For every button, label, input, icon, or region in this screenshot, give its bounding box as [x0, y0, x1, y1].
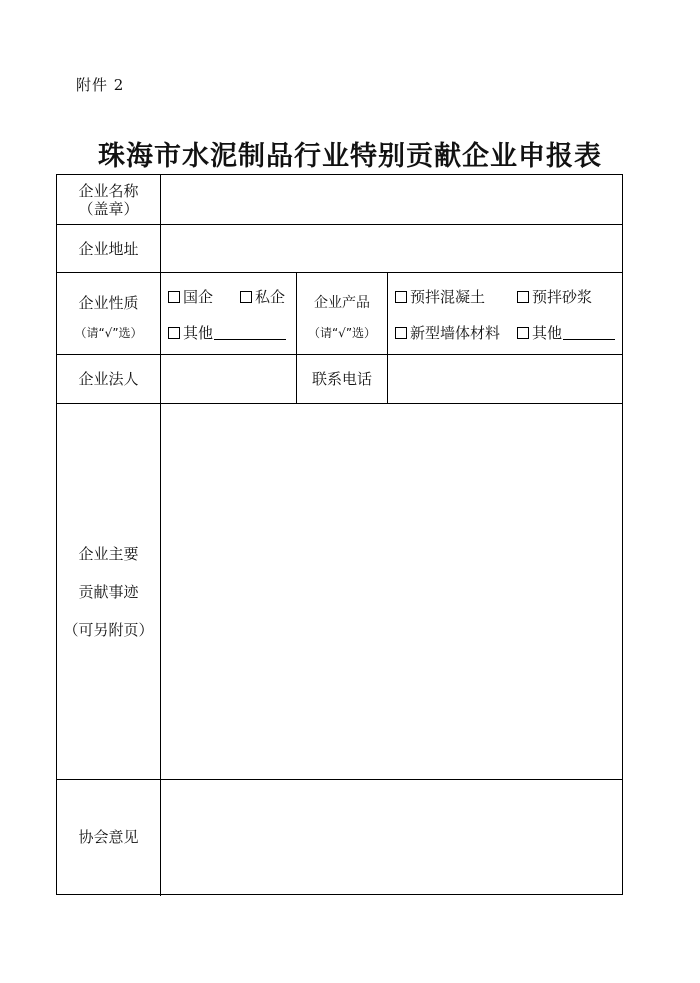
product-option-mortar-label: 预拌砂浆 [532, 288, 593, 306]
company-seal-label-text: （盖章） [78, 199, 139, 218]
application-form-table [56, 174, 623, 895]
checkbox-icon[interactable] [517, 291, 529, 303]
main-contributions-label-line3: （可另附页） [63, 620, 154, 639]
main-contributions-label-line1: 企业主要 [78, 544, 139, 563]
nature-option-private-label: 私企 [255, 288, 286, 306]
main-contributions-label [57, 404, 160, 779]
company-product-hint: （请“√”选） [307, 325, 377, 340]
legal-representative-label-text: 企业法人 [78, 370, 139, 388]
nature-other-blank-line[interactable] [214, 325, 286, 340]
company-name-label [57, 175, 160, 224]
company-nature-label [57, 273, 160, 354]
checkbox-icon[interactable] [168, 327, 180, 339]
checkbox-icon[interactable] [517, 327, 529, 339]
contact-phone-label-text: 联系电话 [311, 370, 372, 388]
product-option-concrete-label: 预拌混凝土 [410, 288, 486, 306]
company-name-field[interactable] [161, 175, 623, 224]
attachment-label: 附件 2 [76, 76, 125, 94]
nature-option-other[interactable] [168, 322, 286, 343]
company-nature-label-text: 企业性质 [78, 293, 139, 312]
product-option-other[interactable] [517, 322, 615, 343]
checkbox-icon[interactable] [395, 327, 407, 339]
product-option-other-label: 其他 [532, 324, 563, 342]
nature-option-private[interactable] [240, 286, 285, 307]
contact-phone-field[interactable] [388, 355, 623, 403]
company-address-field[interactable] [161, 225, 623, 272]
legal-representative-label [57, 355, 160, 403]
page-title: 珠海市水泥制品行业特别贡献企业申报表 [98, 141, 602, 172]
company-name-label-text: 企业名称 [78, 181, 139, 200]
product-option-concrete[interactable] [395, 286, 485, 307]
checkbox-icon[interactable] [395, 291, 407, 303]
company-address-label [57, 225, 160, 272]
legal-representative-field[interactable] [161, 355, 296, 403]
company-product-label-text: 企业产品 [314, 294, 370, 311]
nature-option-other-label: 其他 [183, 324, 214, 342]
company-product-label [297, 273, 387, 354]
contact-phone-label [297, 355, 387, 403]
association-opinion-field[interactable] [161, 780, 623, 894]
checkbox-icon[interactable] [240, 291, 252, 303]
checkbox-icon[interactable] [168, 291, 180, 303]
association-opinion-label-text: 协会意见 [78, 828, 139, 846]
product-other-blank-line[interactable] [563, 325, 615, 340]
nature-option-state[interactable] [168, 286, 213, 307]
nature-option-state-label: 国企 [183, 288, 214, 306]
product-option-wall-material-label: 新型墙体材料 [410, 324, 501, 342]
main-contributions-field[interactable] [161, 404, 623, 779]
company-address-label-text: 企业地址 [78, 239, 139, 258]
product-option-wall-material[interactable] [395, 322, 500, 343]
main-contributions-label-line2: 贡献事迹 [78, 582, 139, 601]
company-nature-hint: （请“√”选） [74, 325, 143, 340]
association-opinion-label [57, 780, 160, 894]
product-option-mortar[interactable] [517, 286, 592, 307]
